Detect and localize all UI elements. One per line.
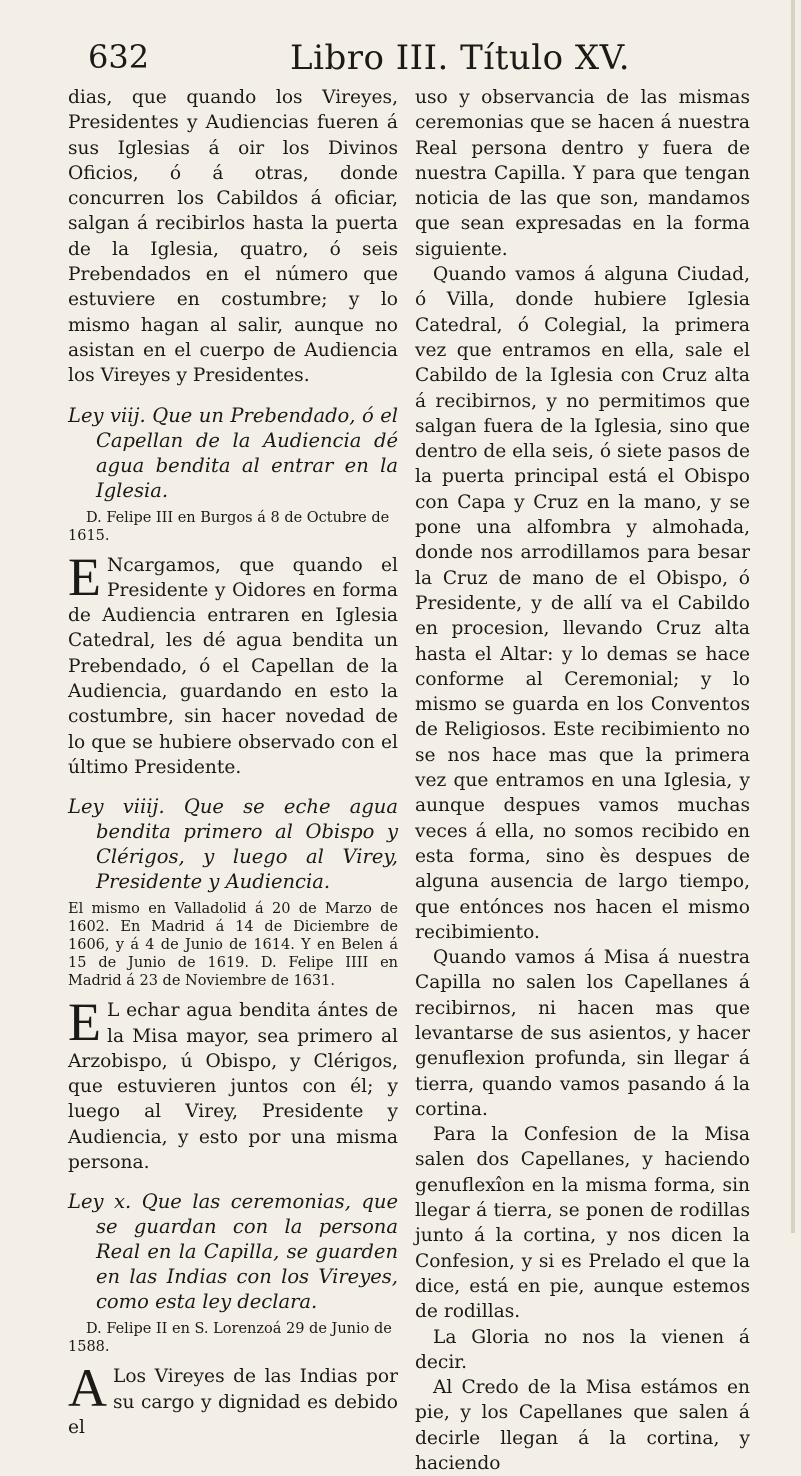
ley-8-heading: Ley viij. Que un Prebendado, ó el Capellan de la Audiencia dé agua bendita al entrar en la Iglesia. [68,403,398,502]
ley-10-heading: Ley x. Que las ceremonias, que se guardan con la persona Real en la Capilla, se guarden en las Indias con los Vireyes, como esta ley declara. [68,1190,398,1314]
ley-10-drop-cap: A [68,1358,107,1419]
ley-8-drop-cap: E [68,546,101,607]
right-paragraph-4: Para la Confesion de la Misa salen dos Capellanes, y haciendo genuflexîon en la misma forma, sin llegar á tierra, se ponen de rodillas junto á la cortina, y nos dicen la Confesion, y si es Prelado el que la dice, está en pie, aunque estemos de rodillas. [415,1124,750,1323]
right-paragraph-3: Quando vamos á Misa á nuestra Capilla no salen los Capellanes á recibirnos, ni hacen mas que levantarse de sus asientos, y hacer genuflexion profunda, sin llegar á tierra, quando vamos pasando á la cortina. [415,947,750,1120]
ley-8-citation: D. Felipe III en Burgos á 8 de Octubre de 1615. [68,509,390,544]
right-paragraph-5: La Gloria no nos la vienen á decir. [415,1326,750,1373]
ley-9-drop-cap: E [68,992,101,1053]
ley-10-citation: D. Felipe II en S. Lorenzoá 29 de Junio de 1588. [68,1321,392,1356]
running-title: Libro III. Título XV. [290,38,631,78]
ley-10-text: Los Vireyes de las Indias por su cargo y dignidad es debido el [68,1366,398,1438]
ley-9-body [68,992,398,1175]
right-paragraph-2: Quando vamos á alguna Ciudad, ó Villa, donde hubiere Iglesia Catedral, ó Colegial, la primera vez que entramos en ella, sale el Cabildo de la Iglesia con Cruz alta á recibirnos, y no permitimos que salgan fuera de la Iglesia, sino que dentro de ella seis, ó siete pasos de la puerta principal está el Obispo con Capa y Cruz en la mano, y se pone una alfombra y almohada, donde nos arrodillamos para besar la Cruz de mano de el Obispo, ó Presidente, y de allí va el Cabildo en procesion, llevando Cruz alta hasta el Altar: y lo demas se hace conforme al Ceremonial; y lo mismo se guarda en los Conventos de Religiosos. Este recibimiento no se nos hace mas que la primera vez que entramos en una Iglesia, y aunque despues vamos muchas veces á ella, no somos recibido en esta forma, sino ès despues de alguna ausencia de largo tiempo, que entónces nos hacen el mismo recibimiento. [415,264,750,943]
page-number: 632 [88,38,150,76]
ley-9-citation: El mismo en Valladolid á 20 de Marzo de 1602. En Madrid á 14 de Diciembre de 1606, y á 4 de Junio de 1614. Y en Belen á 15 de Junio de 1619. D. Felipe IIII en Madrid á 23 de Noviembre de 1631. [68,901,398,990]
right-paragraph-1: uso y observancia de las mismas ceremonias que se hacen á nuestra Real persona dentro y fuera de nuestra Capilla. Y para que tengan noticia de las que son, mandamos que sean expresadas en la forma siguiente. [415,87,750,260]
page-edge [791,0,795,1233]
ley-9-text: L echar agua bendita ántes de la Misa mayor, sea primero al Arzobispo, ú Obispo, y Clérigos, que estuvieren juntos con él; y luego al Virey, Presidente y Audiencia, y esto por una misma persona. [68,1000,398,1174]
intro-paragraph: dias, que quando los Vireyes, Presidentes y Audiencias fueren á sus Iglesias á oir los Divinos Oficios, ó á otras, donde concurren los Cabildos á oficiar, salgan á recibirlos hasta la puerta de la Iglesia, quatro, ó seis Prebendados en el número que estuviere en costumbre; y lo mismo hagan al salir, aunque no asistan en el cuerpo de Audiencia los Vireyes y Presidentes. [68,87,398,387]
ley-10-body [68,1358,398,1440]
right-column [415,85,750,1476]
ley-8-body [68,546,398,781]
ley-8-text: Ncargamos, que quando el Presidente y Oidores en forma de Audiencia entraren en Iglesia Catedral, les dé agua bendita un Prebendado, ó el Capellan de la Audiencia, guardando en esto la costumbre, sin hacer novedad de lo que se hubiere observado con el último Presidente. [68,554,398,778]
left-column [68,85,398,1440]
right-paragraph-6: Al Credo de la Misa estámos en pie, y los Capellanes que salen á decirle llegan á la cortina, y haciendo [415,1377,750,1475]
ley-9-heading: Ley viiij. Que se eche agua bendita primero al Obispo y Clérigos, y luego al Virey, Presidente y Audiencia. [68,795,398,894]
running-header [0,30,801,82]
